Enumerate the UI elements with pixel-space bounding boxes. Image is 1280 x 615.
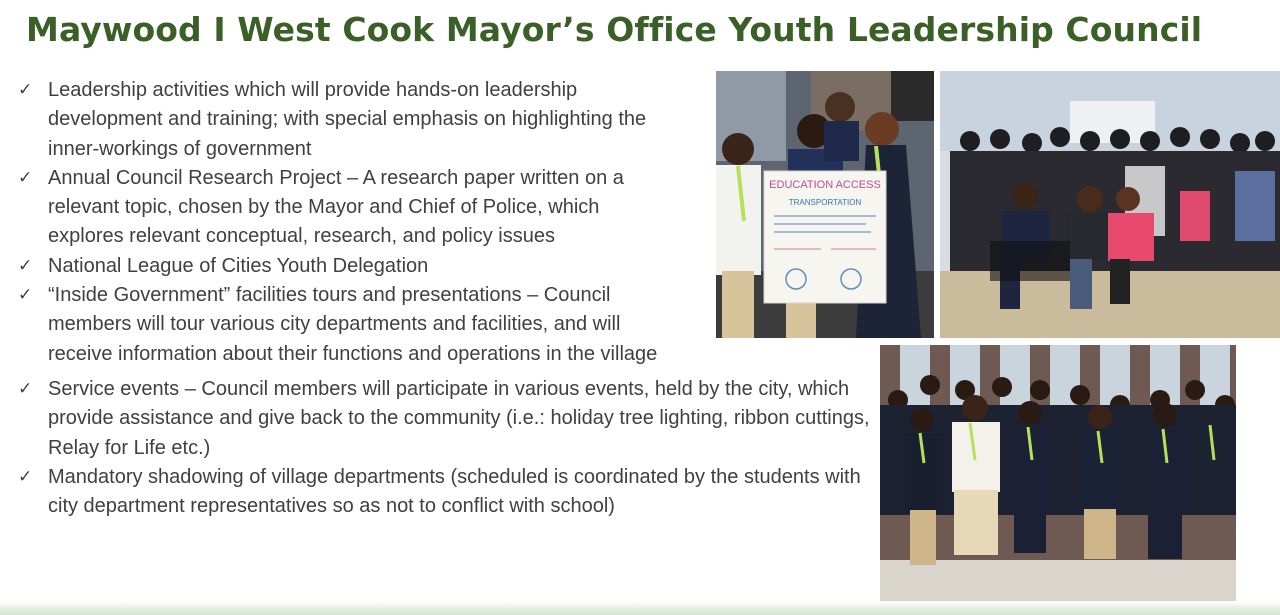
poster-heading: EDUCATION ACCESS bbox=[769, 179, 881, 191]
group-standing-photo bbox=[880, 345, 1236, 611]
group-seated-photo bbox=[940, 71, 1280, 338]
bullet-item bbox=[18, 164, 668, 252]
bullet-item bbox=[18, 281, 658, 369]
bullet-text: National League of Cities Youth Delegation bbox=[48, 254, 429, 277]
bullet-text: Service events – Council members will participate in various events, held by the city, which provide assistance and give back to the community (i.e.: holiday tree lighting, ribbon cuttings, Relay for Life etc.) bbox=[48, 377, 870, 459]
poster-subheading: TRANSPORTATION bbox=[788, 198, 862, 207]
bullet-text: Mandatory shadowing of village departments (scheduled is coordinated by the students with city department representatives so as not to conflict with school) bbox=[48, 465, 861, 518]
bullet-text: Annual Council Research Project – A research paper written on a relevant topic, chosen by the Mayor and Chief of Police, which explores relevant conceptual, research, and policy issues bbox=[48, 166, 624, 248]
checkmark-icon: ✓ bbox=[18, 466, 33, 487]
bullet-text: “Inside Government” facilities tours and presentations – Council members will tour various city departments and facilities, and will receive information about their functions and operations in the village bbox=[48, 284, 658, 365]
bullet-text: Leadership activities which will provide hands-on leadership development and training; with special emphasis on highlighting the inner-workings of government bbox=[48, 79, 647, 160]
bullet-item bbox=[18, 76, 668, 164]
bullet-item bbox=[18, 375, 888, 463]
checkmark-icon: ✓ bbox=[18, 167, 33, 188]
checkmark-icon: ✓ bbox=[18, 80, 33, 100]
slide-bottom-band bbox=[0, 601, 1280, 615]
checkmark-icon: ✓ bbox=[18, 285, 33, 306]
poster-students-photo bbox=[716, 71, 934, 338]
checkmark-icon: ✓ bbox=[18, 378, 33, 399]
checkmark-icon: ✓ bbox=[18, 255, 33, 276]
bullet-item bbox=[18, 463, 888, 522]
slide-title: Maywood I West Cook Mayor’s Office Youth Leadership Council bbox=[26, 10, 1203, 49]
bullet-item bbox=[18, 252, 668, 281]
